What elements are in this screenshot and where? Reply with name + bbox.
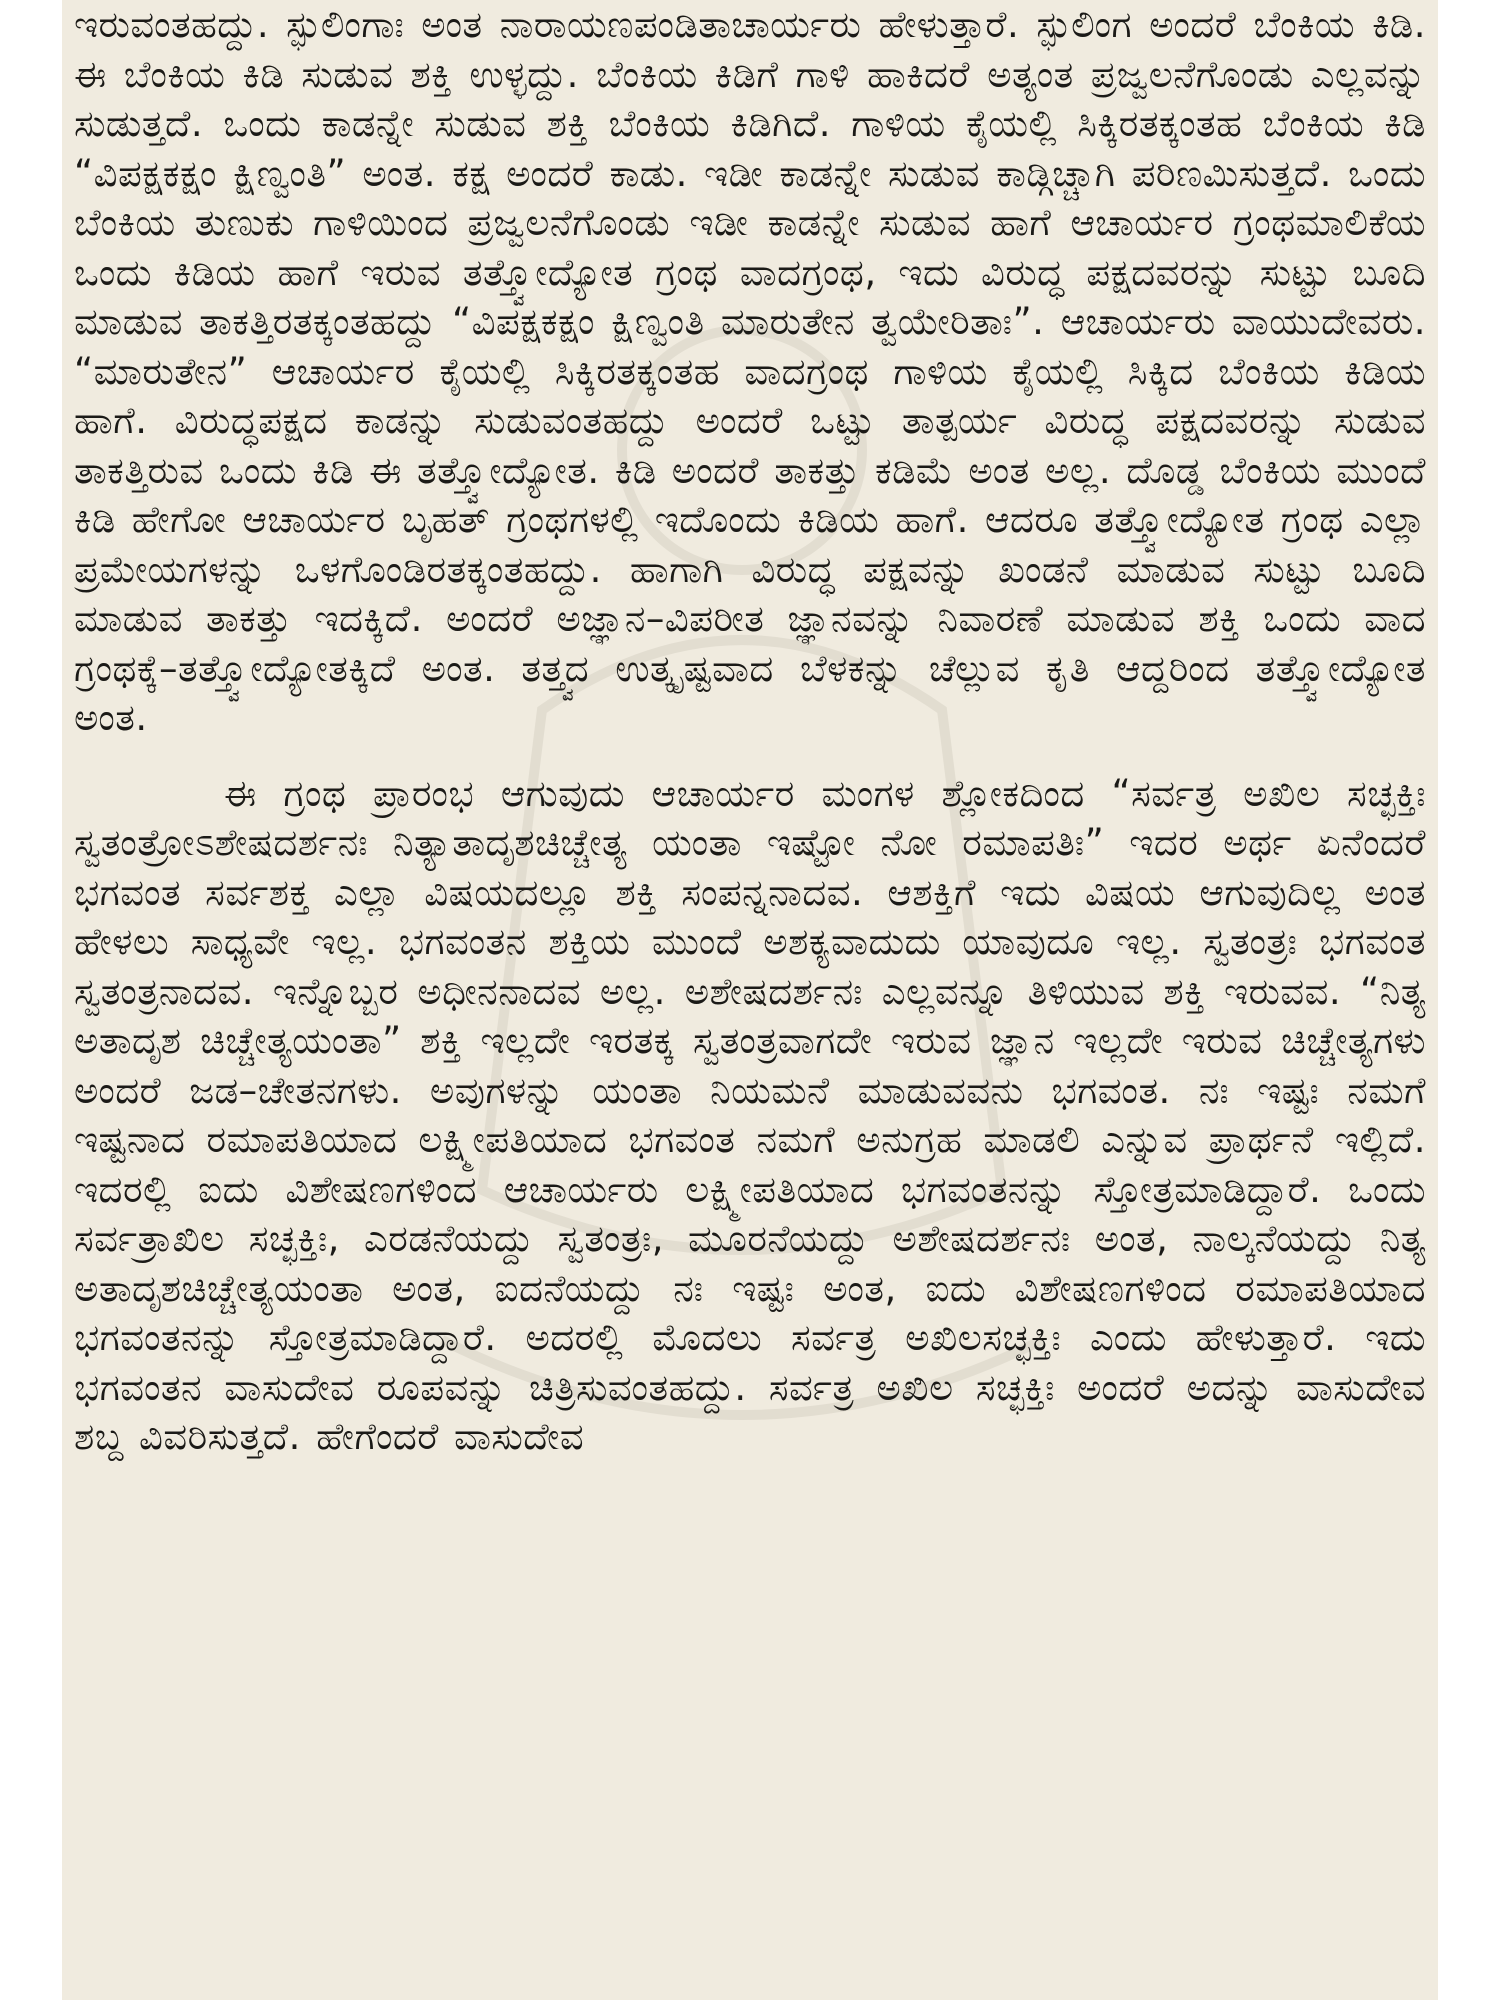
document-body	[74, 0, 1426, 1462]
paragraph-2: ಈ ಗ್ರಂಥ ಪ್ರಾರಂಭ ಆಗುವುದು ಆಚಾರ್ಯರ ಮಂಗಳ ಶ್ಲೋಕದಿಂದ “ಸರ್ವತ್ರ ಅಖಿಲ ಸಚ್ಛಕ್ತಿಃ ಸ್ವತಂತ್ರೋಽಶೇಷದರ್ಶನಃ ನಿತ್ಯಾತಾದೃಶಚಿಚ್ಚೇತ್ಯ ಯಂತಾ ಇಷ್ಟೋ ನೋ ರಮಾಪತಿಃ” ಇದರ ಅರ್ಥ ಏನೆಂದರೆ ಭಗವಂತ ಸರ್ವಶಕ್ತ ಎಲ್ಲಾ ವಿಷಯದಲ್ಲೂ ಶಕ್ತಿ ಸಂಪನ್ನನಾದವ. ಆಶಕ್ತಿಗೆ ಇದು ವಿಷಯ ಆಗುವುದಿಲ್ಲ ಅಂತ ಹೇಳಲು ಸಾಧ್ಯವೇ ಇಲ್ಲ. ಭಗವಂತನ ಶಕ್ತಿಯ ಮುಂದೆ ಅಶಕ್ಯವಾದುದು ಯಾವುದೂ ಇಲ್ಲ. ಸ್ವತಂತ್ರಃ ಭಗವಂತ ಸ್ವತಂತ್ರನಾದವ. ಇನ್ನೊಬ್ಬರ ಅಧೀನನಾದವ ಅಲ್ಲ. ಅಶೇಷದರ್ಶನಃ ಎಲ್ಲವನ್ನೂ ತಿಳಿಯುವ ಶಕ್ತಿ ಇರುವವ. “ನಿತ್ಯ ಅತಾದೃಶ ಚಿಚ್ಚೇತ್ಯಯಂತಾ” ಶಕ್ತಿ ಇಲ್ಲದೇ ಇರತಕ್ಕ ಸ್ವತಂತ್ರವಾಗದೇ ಇರುವ ಜ್ಞಾನ ಇಲ್ಲದೇ ಇರುವ ಚಿಚ್ಚೇತ್ಯಗಳು ಅಂದರೆ ಜಡ–ಚೇತನಗಳು. ಅವುಗಳನ್ನು ಯಂತಾ ನಿಯಮನೆ ಮಾಡುವವನು ಭಗವಂತ. ನಃ ಇಷ್ಟಃ ನಮಗೆ ಇಷ್ಟನಾದ ರಮಾಪತಿಯಾದ ಲಕ್ಷ್ಮೀಪತಿಯಾದ ಭಗವಂತ ನಮಗೆ ಅನುಗ್ರಹ ಮಾಡಲಿ ಎನ್ನುವ ಪ್ರಾರ್ಥನೆ ಇಲ್ಲಿದೆ. ಇದರಲ್ಲಿ ಐದು ವಿಶೇಷಣಗಳಿಂದ ಆಚಾರ್ಯರು ಲಕ್ಷ್ಮೀಪತಿಯಾದ ಭಗವಂತನನ್ನು ಸ್ತೋತ್ರಮಾಡಿದ್ದಾರೆ. ಒಂದು ಸರ್ವತ್ರಾಖಿಲ ಸಚ್ಛಕ್ತಿಃ, ಎರಡನೆಯದ್ದು ಸ್ವತಂತ್ರಃ, ಮೂರನೆಯದ್ದು ಅಶೇಷದರ್ಶನಃ ಅಂತ, ನಾಲ್ಕನೆಯದ್ದು ನಿತ್ಯ ಅತಾದೃಶಚಿಚ್ಚೇತ್ಯಯಂತಾ ಅಂತ, ಐದನೆಯದ್ದು ನಃ ಇಷ್ಟಃ ಅಂತ, ಐದು ವಿಶೇಷಣಗಳಿಂದ ರಮಾಪತಿಯಾದ ಭಗವಂತನನ್ನು ಸ್ತೋತ್ರಮಾಡಿದ್ದಾರೆ. ಅದರಲ್ಲಿ ಮೊದಲು ಸರ್ವತ್ರ ಅಖಿಲಸಚ್ಛಕ್ತಿಃ ಎಂದು ಹೇಳುತ್ತಾರೆ. ಇದು ಭಗವಂತನ ವಾಸುದೇವ ರೂಪವನ್ನು ಚಿತ್ರಿಸುವಂತಹದ್ದು. ಸರ್ವತ್ರ ಅಖಿಲ ಸಚ್ಛಕ್ತಿಃ ಅಂದರೆ ಅದನ್ನು ವಾಸುದೇವ ಶಬ್ದ ವಿವರಿಸುತ್ತದೆ. ಹೇಗೆಂದರೆ ವಾಸುದೇವ	[74, 771, 1426, 1458]
paragraph-1: ಇರುವಂತಹದ್ದು. ಸ್ಫುಲಿಂಗಾಃ ಅಂತ ನಾರಾಯಣಪಂಡಿತಾಚಾರ್ಯರು ಹೇಳುತ್ತಾರೆ. ಸ್ಫುಲಿಂಗ ಅಂದರೆ ಬೆಂಕಿಯ ಕಿಡಿ. ಈ ಬೆಂಕಿಯ ಕಿಡಿ ಸುಡುವ ಶಕ್ತಿ ಉಳ್ಳದ್ದು. ಬೆಂಕಿಯ ಕಿಡಿಗೆ ಗಾಳಿ ಹಾಕಿದರೆ ಅತ್ಯಂತ ಪ್ರಜ್ವಲನೆಗೊಂಡು ಎಲ್ಲವನ್ನು ಸುಡುತ್ತದೆ. ಒಂದು ಕಾಡನ್ನೇ ಸುಡುವ ಶಕ್ತಿ ಬೆಂಕಿಯ ಕಿಡಿಗಿದೆ. ಗಾಳಿಯ ಕೈಯಲ್ಲಿ ಸಿಕ್ಕಿರತಕ್ಕಂತಹ ಬೆಂಕಿಯ ಕಿಡಿ “ವಿಪಕ್ಷಕಕ್ಷಂ ಕ್ಷಿಣ್ವಂತಿ” ಅಂತ. ಕಕ್ಷ ಅಂದರೆ ಕಾಡು. ಇಡೀ ಕಾಡನ್ನೇ ಸುಡುವ ಕಾಡ್ಗಿಚ್ಚಾಗಿ ಪರಿಣಮಿಸುತ್ತದೆ. ಒಂದು ಬೆಂಕಿಯ ತುಣುಕು ಗಾಳಿಯಿಂದ ಪ್ರಜ್ವಲನೆಗೊಂಡು ಇಡೀ ಕಾಡನ್ನೇ ಸುಡುವ ಹಾಗೆ ಆಚಾರ್ಯರ ಗ್ರಂಥಮಾಲಿಕೆಯ ಒಂದು ಕಿಡಿಯ ಹಾಗೆ ಇರುವ ತತ್ತ್ವೋದ್ಯೋತ ಗ್ರಂಥ ವಾದಗ್ರಂಥ, ಇದು ವಿರುದ್ಧ ಪಕ್ಷದವರನ್ನು ಸುಟ್ಟು ಬೂದಿ ಮಾಡುವ ತಾಕತ್ತಿರತಕ್ಕಂತಹದ್ದು “ವಿಪಕ್ಷಕಕ್ಷಂ ಕ್ಷಿಣ್ವಂತಿ ಮಾರುತೇನ ತ್ವಯೇರಿತಾಃ”. ಆಚಾರ್ಯರು ವಾಯುದೇವರು. “ಮಾರುತೇನ” ಆಚಾರ್ಯರ ಕೈಯಲ್ಲಿ ಸಿಕ್ಕಿರತಕ್ಕಂತಹ ವಾದಗ್ರಂಥ ಗಾಳಿಯ ಕೈಯಲ್ಲಿ ಸಿಕ್ಕಿದ ಬೆಂಕಿಯ ಕಿಡಿಯ ಹಾಗೆ. ವಿರುದ್ಧಪಕ್ಷದ ಕಾಡನ್ನು ಸುಡುವಂತಹದ್ದು ಅಂದರೆ ಒಟ್ಟು ತಾತ್ಪರ್ಯ ವಿರುದ್ಧ ಪಕ್ಷದವರನ್ನು ಸುಡುವ ತಾಕತ್ತಿರುವ ಒಂದು ಕಿಡಿ ಈ ತತ್ತ್ವೋದ್ಯೋತ. ಕಿಡಿ ಅಂದರೆ ತಾಕತ್ತು ಕಡಿಮೆ ಅಂತ ಅಲ್ಲ. ದೊಡ್ಡ ಬೆಂಕಿಯ ಮುಂದೆ ಕಿಡಿ ಹೇಗೋ ಆಚಾರ್ಯರ ಬೃಹತ್ ಗ್ರಂಥಗಳಲ್ಲಿ ಇದೊಂದು ಕಿಡಿಯ ಹಾಗೆ. ಆದರೂ ತತ್ತ್ವೋದ್ಯೋತ ಗ್ರಂಥ ಎಲ್ಲಾ ಪ್ರಮೇಯಗಳನ್ನು ಒಳಗೊಂಡಿರತಕ್ಕಂತಹದ್ದು. ಹಾಗಾಗಿ ವಿರುದ್ಧ ಪಕ್ಷವನ್ನು ಖಂಡನೆ ಮಾಡುವ ಸುಟ್ಟು ಬೂದಿ ಮಾಡುವ ತಾಕತ್ತು ಇದಕ್ಕಿದೆ. ಅಂದರೆ ಅಜ್ಞಾನ–ವಿಪರೀತ ಜ್ಞಾನವನ್ನು ನಿವಾರಣೆ ಮಾಡುವ ಶಕ್ತಿ ಒಂದು ವಾದ ಗ್ರಂಥಕ್ಕೆ–ತತ್ತ್ವೋದ್ಯೋತಕ್ಕಿದೆ ಅಂತ. ತತ್ತ್ವದ ಉತ್ಕೃಷ್ಟವಾದ ಬೆಳಕನ್ನು ಚೆಲ್ಲುವ ಕೃತಿ ಆದ್ದರಿಂದ ತತ್ತ್ವೋದ್ಯೋತ ಅಂತ.	[74, 3, 1426, 739]
scanned-page	[62, 0, 1438, 2000]
